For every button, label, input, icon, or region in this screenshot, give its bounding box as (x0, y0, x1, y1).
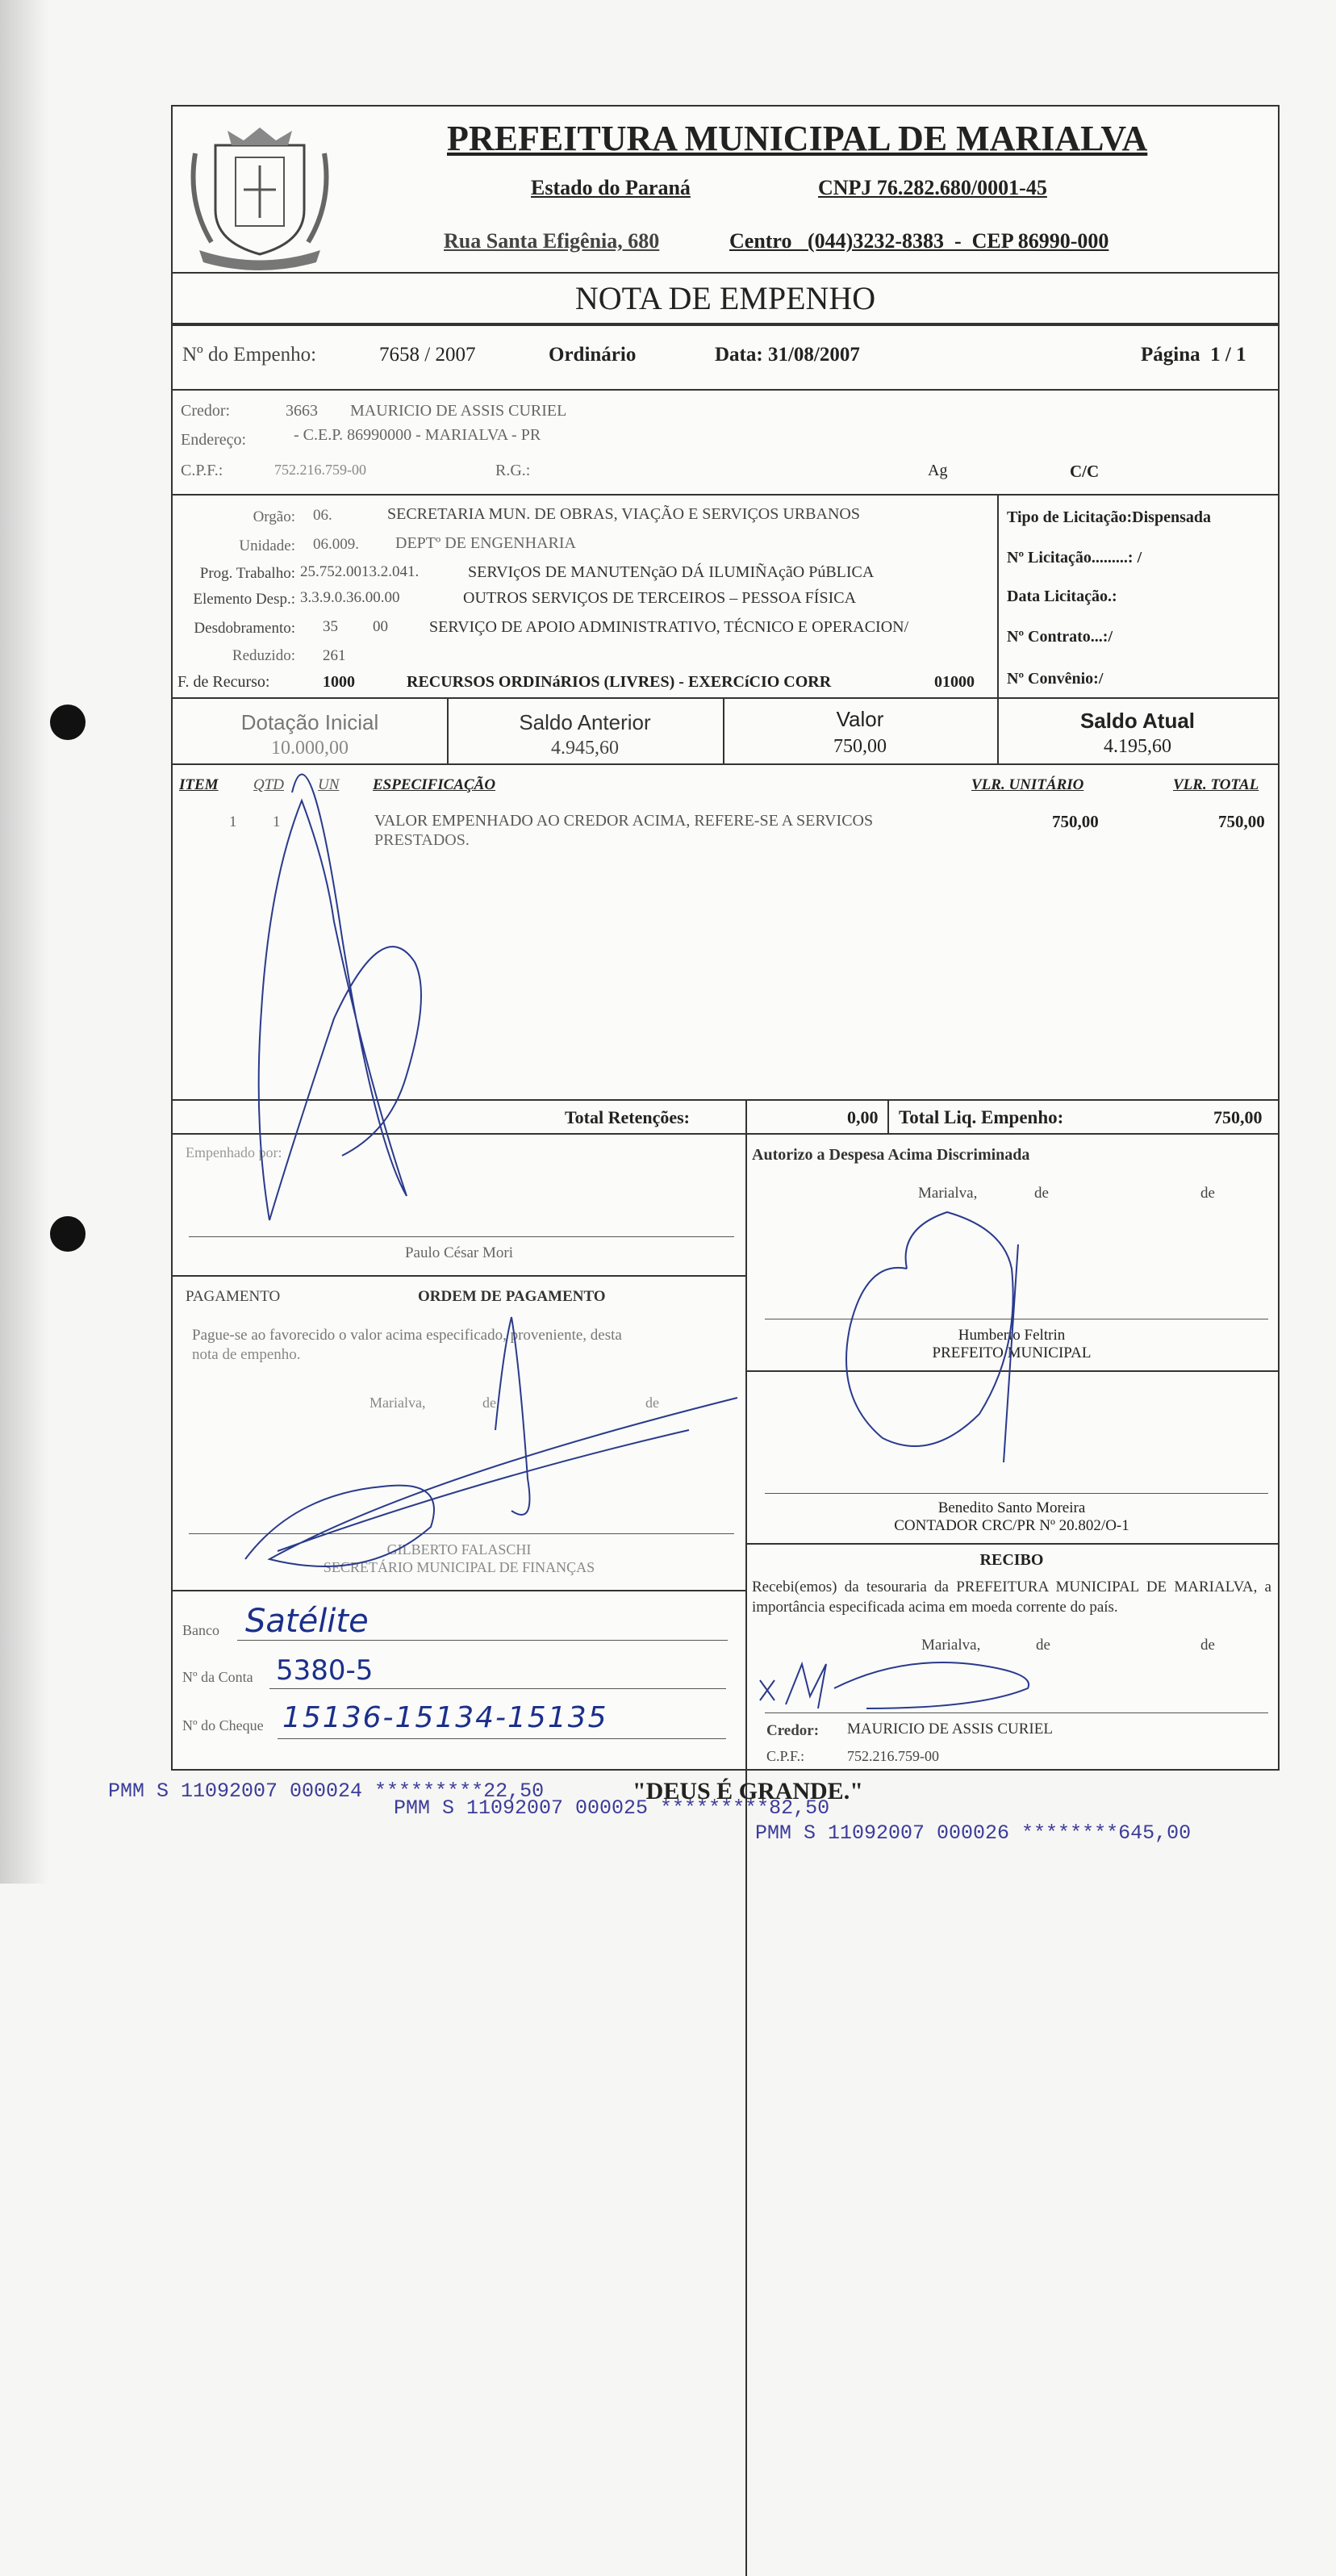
pagamento-local: Marialva, (369, 1395, 426, 1411)
recurso-label: F. de Recurso: (177, 673, 270, 691)
prog-label: Prog. Trabalho: (199, 565, 295, 582)
liquido-value: 750,00 (1213, 1107, 1263, 1127)
cashier-stamp-3: PMM S 11092007 000026 ********645,00 (755, 1821, 1192, 1845)
contador-title: CONTADOR CRC/PR Nº 20.802/O-1 (894, 1517, 1129, 1534)
account-label: C/C (1070, 462, 1100, 481)
header-address: Rua Santa Efigênia, 680 (444, 229, 660, 253)
cashier-stamp-1: PMM S 11092007 000024 *********22,50 (108, 1779, 545, 1803)
punch-hole (50, 1216, 86, 1252)
credor-code: 3663 (286, 402, 318, 420)
atual-label: Saldo Atual (1079, 709, 1196, 733)
unidade-label: Unidade: (239, 537, 295, 554)
recibo-credor-label: Credor: (766, 1722, 820, 1739)
dotacao-value: 10.000,00 (271, 738, 349, 759)
valor-value: 750,00 (833, 736, 887, 757)
dotacao-label: Dotação Inicial (240, 710, 379, 734)
recibo-de-1: de (1036, 1637, 1050, 1654)
col-especificacao: ESPECIFICAÇÃO (373, 776, 496, 793)
agency-label: Ag (928, 462, 948, 479)
recurso-code: 1000 (323, 673, 355, 691)
anterior-value: 4.945,60 (551, 738, 619, 759)
convenio-number: Nº Convênio:/ (1007, 670, 1104, 688)
recurso-code2: 01000 (934, 673, 975, 691)
recibo-title: RECIBO (979, 1551, 1044, 1569)
pagamento-de-1: de (482, 1395, 496, 1411)
empenho-number-label: Nº do Empenho: (182, 344, 317, 366)
empenhado-name: Paulo César Mori (404, 1244, 514, 1261)
secretario-name: GILBERTO FALASCHI (386, 1541, 532, 1558)
prefeito-name: Humberto Feltrin (958, 1327, 1066, 1344)
autorizo-local: Marialva, (918, 1185, 978, 1202)
page-number: Página 1 / 1 (1141, 344, 1246, 366)
cpf-label: C.P.F.: (181, 462, 223, 479)
elemento-desc: OUTROS SERVIÇOS DE TERCEIROS – PESSOA FÍSICA (463, 589, 857, 607)
secretario-title: SECRETÁRIO MUNICIPAL DE FINANÇAS (323, 1559, 595, 1575)
col-unit-value: VLR. UNITÁRIO (971, 776, 1084, 793)
contador-name: Benedito Santo Moreira (937, 1499, 1086, 1516)
desdobramento-code: 35 (323, 618, 338, 635)
licitacao-number: Nº Licitação.........: / (1007, 549, 1142, 567)
atual-value: 4.195,60 (1104, 736, 1171, 757)
account-number-label: Nº da Conta (182, 1669, 253, 1685)
rg-label: R.G.: (495, 462, 531, 479)
col-qtd: QTD (253, 776, 285, 793)
contract-number: Nº Contrato...:/ (1007, 628, 1113, 646)
document-title: NOTA DE EMPENHO (574, 280, 876, 316)
address-label: Endereço: (181, 431, 247, 449)
empenho-number: 7658 / 2007 (379, 344, 476, 366)
ordem-pagamento-title: ORDEM DE PAGAMENTO (418, 1288, 606, 1305)
desdobramento-label: Desdobramento: (194, 620, 295, 637)
prog-code: 25.752.0013.2.041. (300, 563, 420, 580)
header-address-detail: Centro (044)3232-8383 - CEP 86990-000 (729, 229, 1109, 253)
col-un: UN (318, 776, 340, 793)
valor-label: Valor (836, 707, 884, 731)
empenho-date: Data: 31/08/2007 (715, 344, 860, 366)
row-especificacao-2: PRESTADOS. (374, 831, 470, 849)
recibo-de-2: de (1200, 1637, 1215, 1654)
autorizo-de-2: de (1200, 1185, 1215, 1202)
recibo-local: Marialva, (921, 1637, 981, 1654)
licitacao-type: Tipo de Licitação:Dispensada (1007, 508, 1211, 526)
credor-label: Credor: (181, 402, 231, 420)
col-item: ITEM (179, 776, 219, 793)
motto: "DEUS É GRANDE." (633, 1778, 863, 1804)
cheque-handwritten: 15136-15134-15135 (282, 1701, 608, 1734)
prefeito-title: PREFEITO MUNICIPAL (932, 1344, 1092, 1361)
recurso-desc: RECURSOS ORDINáRIOS (LIVRES) - EXERCíCIO CORR (407, 673, 832, 691)
empenho-type: Ordinário (549, 344, 637, 366)
signature-gilberto (245, 1317, 737, 1566)
reduzido-label: Reduzido: (232, 647, 295, 664)
licitacao-date: Data Licitação.: (1007, 588, 1117, 605)
credor-address: - C.E.P. 86990000 - MARIALVA - PR (294, 426, 541, 444)
retencoes-label: Total Retenções: (565, 1107, 690, 1127)
autorizo-title: Autorizo a Despesa Acima Discriminada (752, 1146, 1030, 1164)
pagamento-text-2: nota de empenho. (192, 1346, 301, 1363)
recibo-text: Recebi(emos) da tesouraria da PREFEITURA MUNICIPAL DE MARIALVA, a importância especificada acima em moeda corrente do país. (752, 1579, 1271, 1616)
anterior-label: Saldo Anterior (519, 710, 651, 734)
cheque-label: Nº do Cheque (182, 1717, 264, 1733)
punch-hole (50, 705, 86, 740)
reduzido-value: 261 (323, 647, 346, 664)
unidade-desc: DEPTº DE ENGENHARIA (395, 534, 576, 552)
orgao-desc: SECRETARIA MUN. DE OBRAS, VIAÇÃO E SERVIÇOS URBANOS (387, 505, 860, 523)
pagamento-text: Pague-se ao favorecido o valor acima especificado, proveniente, desta (192, 1327, 622, 1344)
unidade-code: 06.009. (313, 536, 359, 553)
row-qtd: 1 (273, 813, 281, 830)
cashier-stamp-2: PMM S 11092007 000025 *********82,50 (394, 1796, 830, 1820)
header-title: PREFEITURA MUNICIPAL DE MARIALVA (447, 119, 1148, 158)
row-item: 1 (229, 813, 237, 830)
handwritten-signatures (173, 107, 1278, 1769)
autorizo-de-1: de (1034, 1185, 1049, 1202)
retencoes-value: 0,00 (847, 1107, 879, 1127)
credor-cpf: 752.216.759-00 (274, 462, 366, 478)
recibo-credor: MAURICIO DE ASSIS CURIEL (847, 1721, 1053, 1738)
recibo-cpf-label: C.P.F.: (766, 1748, 805, 1764)
orgao-code: 06. (313, 507, 332, 524)
header-state: Estado do Paraná (531, 176, 691, 199)
empenhado-label: Empenhado por: (186, 1144, 282, 1160)
signature-credor (760, 1662, 1029, 1708)
orgao-label: Orgão: (253, 508, 295, 525)
elemento-code: 3.3.9.0.36.00.00 (300, 589, 400, 606)
row-total-value: 750,00 (1218, 812, 1265, 831)
nota-de-empenho-form (171, 105, 1280, 1771)
credor-name: MAURICIO DE ASSIS CURIEL (350, 402, 567, 420)
header-cnpj: CNPJ 76.282.680/0001-45 (818, 176, 1047, 199)
row-unit-value: 750,00 (1052, 812, 1099, 831)
signature-humberto (846, 1212, 1018, 1462)
elemento-label: Elemento Desp.: (193, 591, 295, 608)
liquido-label: Total Liq. Empenho: (899, 1107, 1064, 1127)
desdobramento-desc: SERVIÇO DE APOIO ADMINISTRATIVO, TÉCNICO E OPERACION/ (429, 618, 909, 636)
desdobramento-code2: 00 (373, 618, 388, 635)
row-especificacao: VALOR EMPENHADO AO CREDOR ACIMA, REFERE-SE A SERVICOS (374, 812, 874, 830)
col-total-value: VLR. TOTAL (1173, 776, 1259, 793)
bank-label: Banco (182, 1622, 219, 1638)
signature-paulo (259, 775, 421, 1221)
account-number-handwritten: 5380-5 (276, 1654, 374, 1687)
pagamento-label: PAGAMENTO (186, 1288, 281, 1305)
bank-handwritten: Satélite (245, 1603, 369, 1640)
prog-desc: SERVIçOS DE MANUTENçãO DÁ ILUMIÑAçãO PúBLICA (468, 563, 875, 581)
recibo-cpf: 752.216.759-00 (847, 1748, 939, 1764)
scan-edge-shadow (0, 0, 48, 1884)
pagamento-de-2: de (645, 1395, 659, 1411)
